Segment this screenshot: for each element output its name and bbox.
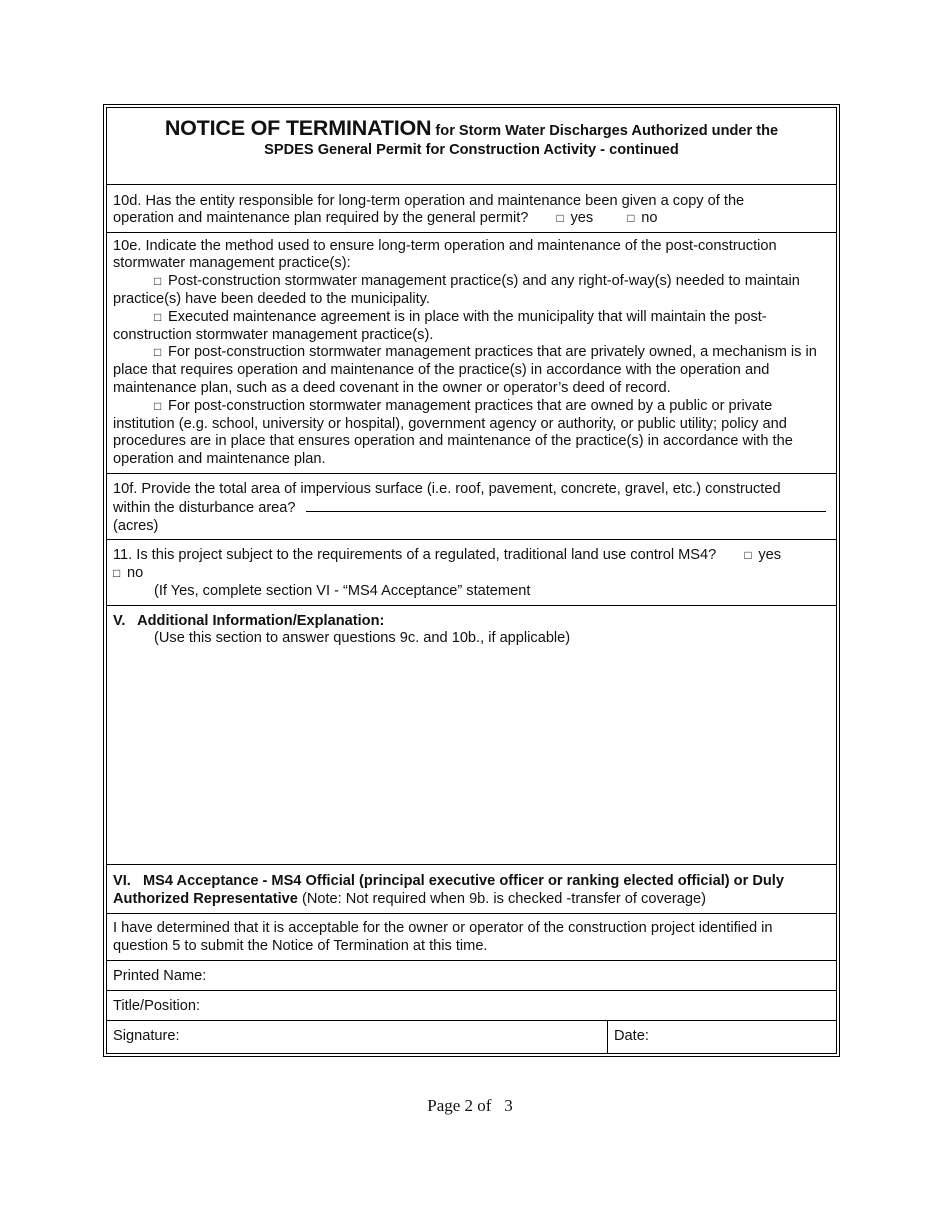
question-11-text: 11. Is this project subject to the requirements of a regulated, traditional land use control MS4? [113,546,717,563]
date-label: Date: [614,1028,649,1045]
section-v-title: V. Additional Information/Explanation: [113,612,385,629]
question-11-no-label: no [127,564,144,581]
page-number: Page 2 of 3 [427,1096,513,1115]
question-11-note: (If Yes, complete section VI - “MS4 Acceptance” statement [154,582,531,599]
section-v-additional-information[interactable] [107,606,836,865]
question-10e-option-4[interactable] [113,398,830,469]
impervious-area-input[interactable] [306,499,826,512]
form-inner-border [106,107,837,1054]
checkbox-icon[interactable]: □ [154,309,162,324]
question-10e-text: 10e. Indicate the method used to ensure long-term operation and maintenance of the post-construction stormwater management practice(s): [113,237,777,272]
date-field[interactable] [608,1021,655,1053]
form-title: NOTICE OF TERMINATION [164,116,432,140]
question-10f-text-line1: 10f. Provide the total area of impervious surface (i.e. roof, pavement, concrete, gravel, etc.) constructed [113,480,781,497]
question-10e [107,233,836,474]
signature-label: Signature: [113,1028,180,1045]
question-10f-text-line2: within the disturbance area? [113,499,296,516]
title-position-label: Title/Position: [113,998,201,1015]
title-position-field[interactable] [107,991,836,1021]
checkbox-icon[interactable]: □ [556,211,564,226]
question-11-yes-option[interactable] [744,547,781,565]
checkbox-icon[interactable]: □ [744,547,752,562]
section-vi-ms4-acceptance [107,865,836,914]
question-10e-option-1-label: Post-construction stormwater management practice(s) and any right-of-way(s) needed to maintain practice(s) have been deeded to the municipality. [113,273,800,307]
section-vi-title: VI. MS4 Acceptance - MS4 Official (principal executive officer or ranking elected official) or Duly Authorized Representative [113,872,788,907]
checkbox-icon[interactable]: □ [154,274,162,289]
checkbox-icon[interactable]: □ [113,565,121,580]
checkbox-icon[interactable]: □ [627,211,635,226]
checkbox-icon[interactable]: □ [154,398,162,413]
signature-date-row [107,1021,836,1053]
question-10f-units: (acres) [113,517,159,534]
section-v-note: (Use this section to answer questions 9c. and 10b., if applicable) [154,630,571,647]
question-10d-no-option[interactable] [627,210,657,228]
question-10e-option-3-label: For post-construction stormwater management practices that are privately owned, a mechanism is in place that requires operation and maintenance of the practice(s) in accordance with the operation and maintenance plan, such as a deed covenant in the owner or operator’s deed of record. [113,344,817,396]
notice-of-termination-form [103,104,840,1057]
question-11-yes-label: yes [758,546,782,563]
question-10d-text-line1: 10d. Has the entity responsible for long-term operation and maintenance been given a copy of the [113,192,745,209]
question-10d-no-label: no [641,210,658,227]
question-10e-option-3[interactable] [113,344,830,397]
form-header [107,108,836,185]
determination-statement: I have determined that it is acceptable for the owner or operator of the construction project identified in question 5 to submit the Notice of Termination at this time. [107,914,836,962]
section-vi-note: (Note: Not required when 9b. is checked -transfer of coverage) [301,890,706,907]
question-11 [107,540,836,606]
printed-name-label: Printed Name: [113,968,207,985]
question-10d-text-line2: operation and maintenance plan required by the general permit? [113,210,529,227]
question-10e-option-1[interactable] [113,273,830,309]
form-subtitle: SPDES General Permit for Construction Activity - continued [264,141,679,158]
checkbox-icon[interactable]: □ [154,345,162,360]
question-10d [107,185,836,233]
form-title-rest: for Storm Water Discharges Authorized under the [435,123,779,139]
question-10d-yes-label: yes [570,210,594,227]
question-10e-option-4-label: For post-construction stormwater management practices that are owned by a public or private institution (e.g. school, university or hospital), government agency or authority, or public utility; policy and procedures are in place that ensures operation and maintenance of the practice(s) in accordance with the operation and maintenance plan. [113,397,793,468]
question-10f [107,474,836,540]
question-11-no-option[interactable] [113,565,830,583]
printed-name-field[interactable] [107,961,836,991]
question-10e-option-2-label: Executed maintenance agreement is in place with the municipality that will maintain the post-construction stormwater management practice(s). [113,308,767,343]
question-10d-yes-option[interactable] [556,210,593,228]
question-10e-option-2[interactable] [113,309,830,345]
signature-field[interactable] [107,1021,608,1053]
